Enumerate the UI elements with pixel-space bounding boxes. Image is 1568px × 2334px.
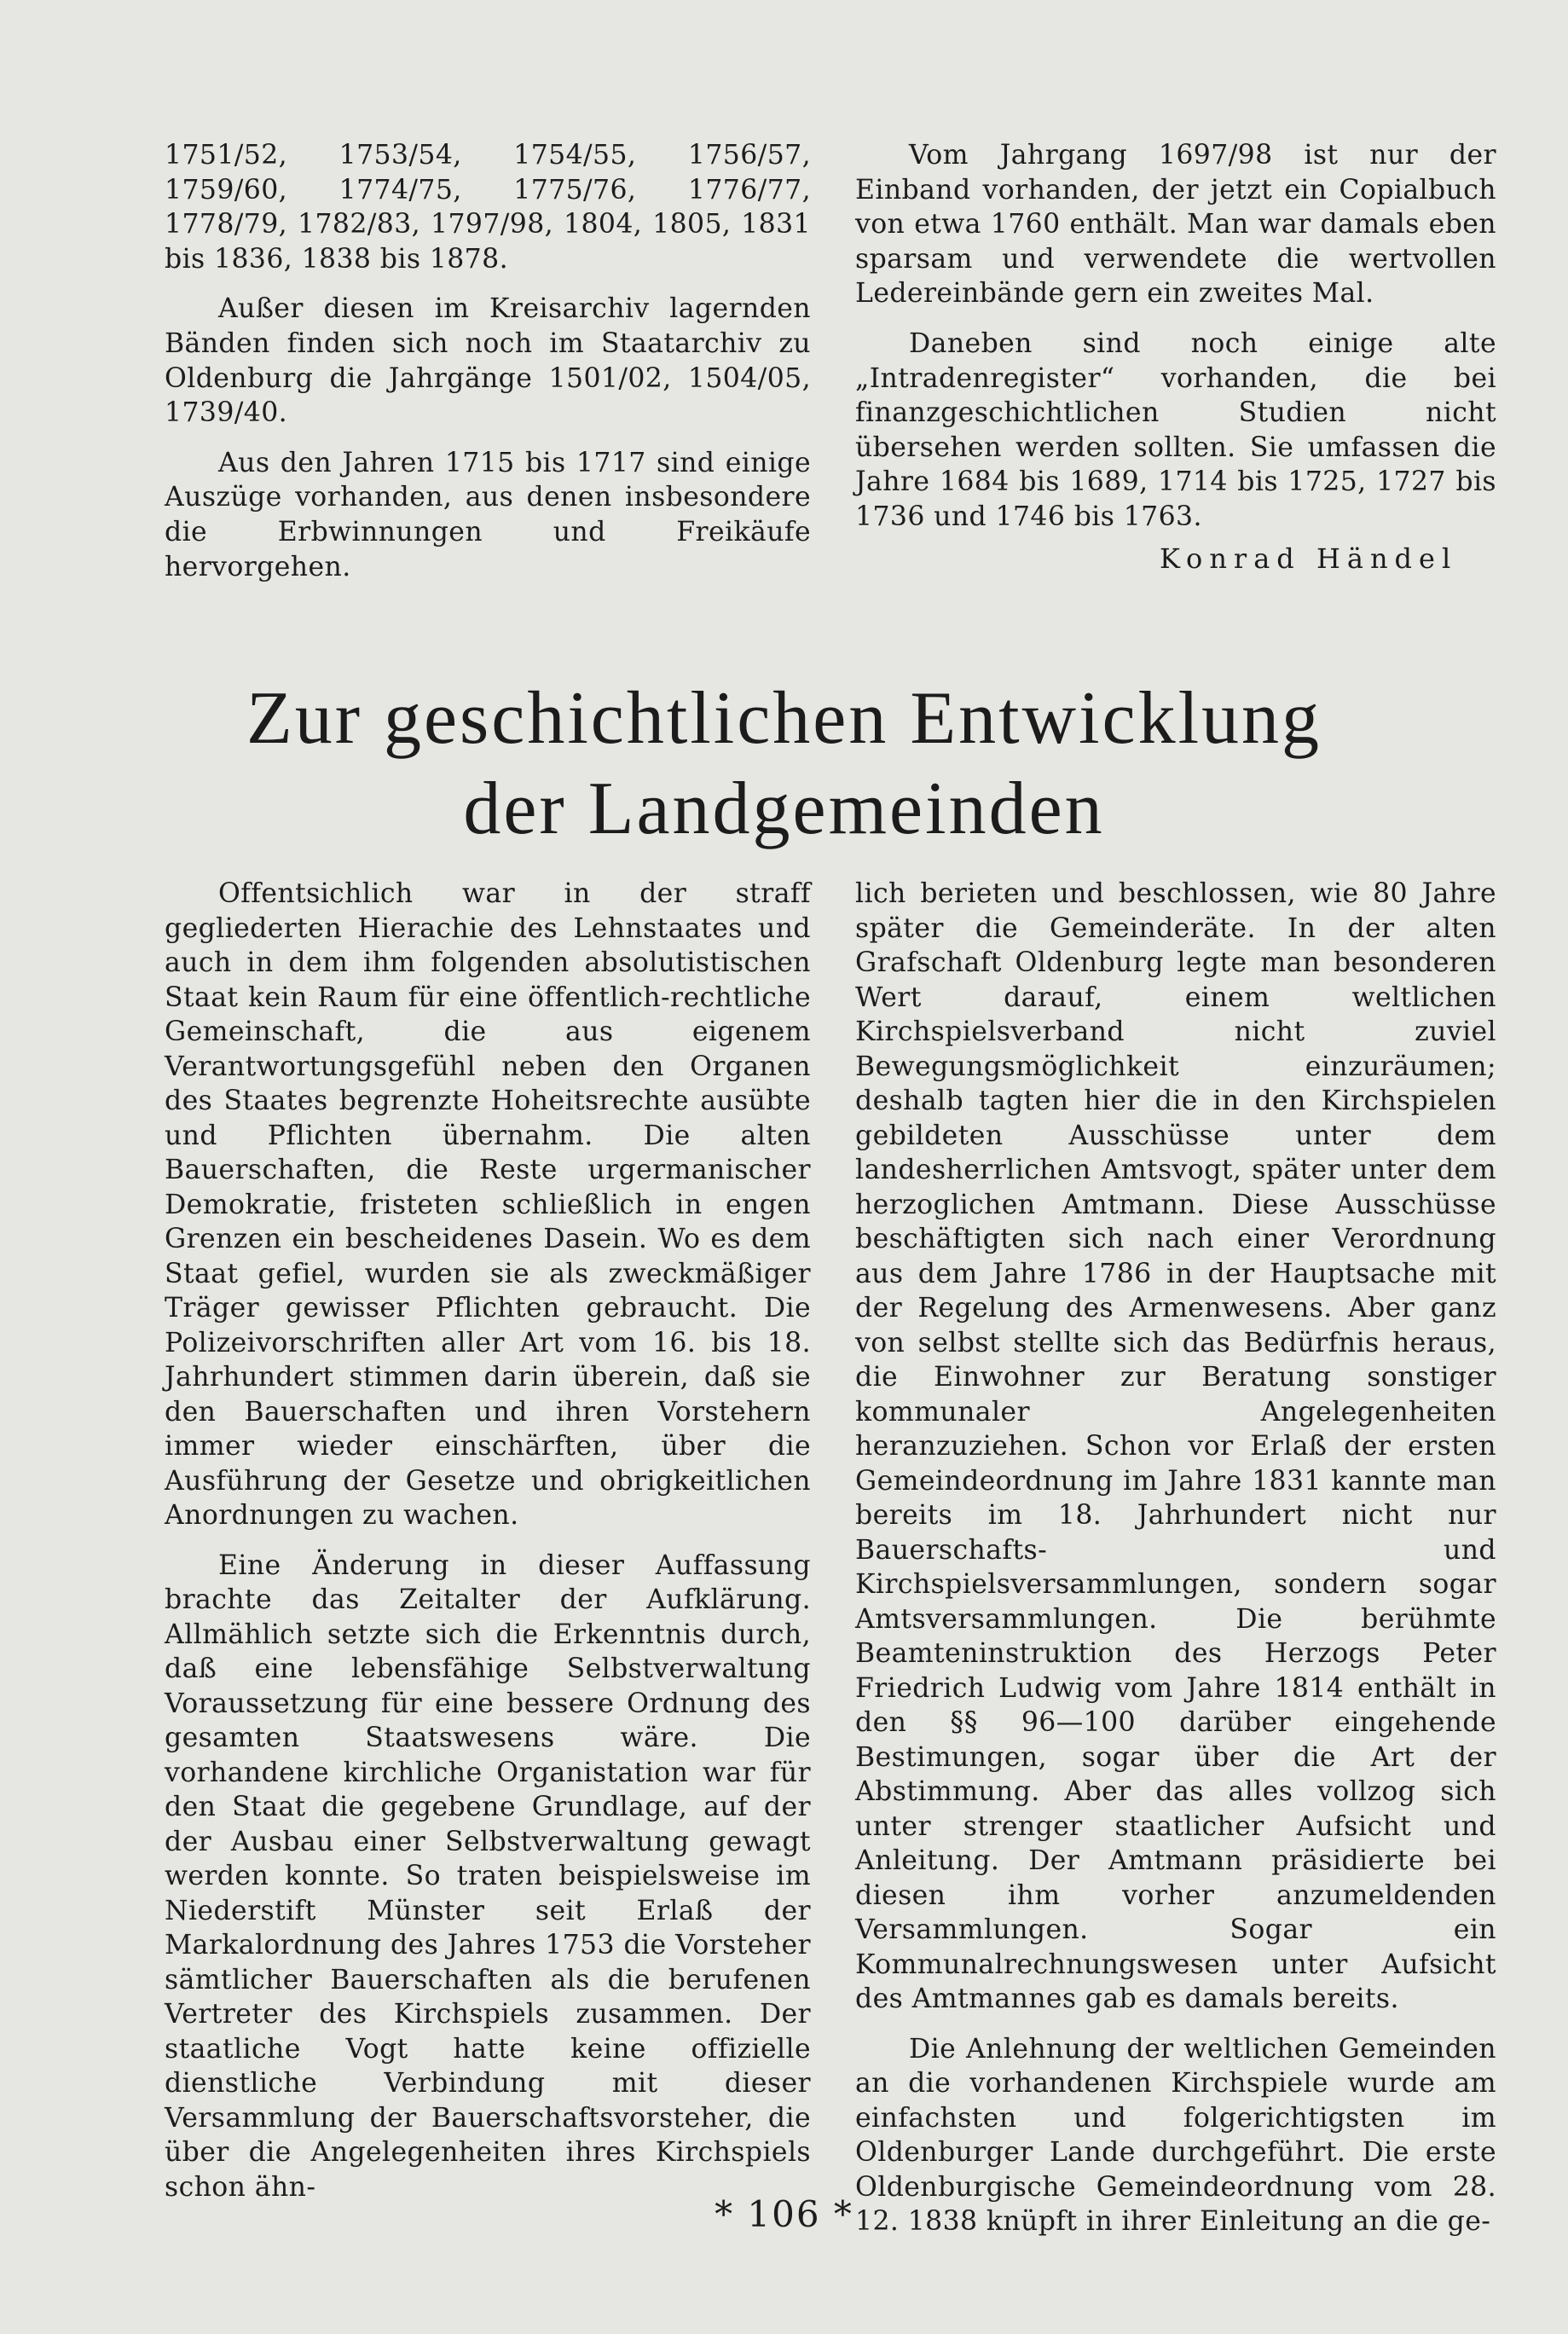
article-paragraph: Die Anlehnung der weltlichen Gemeinden an die vorhandenen Kirchspiele wurde am einfachsten und folgerichtigsten im Oldenburger Lande durchgeführt. Die erste Oldenburgische Gemeindeordnung vom 28. 12. 1838 knüpft in ihrer Einleitung an die ge- (855, 2033, 1496, 2237)
page-number: * 106 * (715, 2193, 853, 2235)
article-paragraph: Eine Änderung in dieser Auffassung brachte das Zeitalter der Aufklärung. Allmählich setzte sich die Erkenntnis durch, daß eine lebensfähige Selbstverwaltung Voraussetzung für eine bessere Ordnung des gesamten Staatswesens wäre. Die vorhandene kirchliche Organistation war für den Staat die gegebene Grundlage, auf der der Ausbau einer Selbstverwaltung gewagt werden konnte. So traten beispielsweise im Niederstift Münster seit Erlaß der Markalordnung des Jahres 1753 die Vorsteher sämtlicher Bauerschaften als die berufenen Vertreter des Kirchspiels zusammen. Der staatliche Vogt hatte keine offizielle dienstliche Verbindung mit dieser Versammlung der Bauerschaftsvorsteher, die über die Angelegenheiten ihres Kirchspiels schon ähn- (165, 1549, 811, 2203)
article-title-line-1: Zur geschichtlichen Entwicklung (246, 677, 1322, 760)
article-paragraph: Offentsichlich war in der straff gegliederten Hierachie des Lehnstaates und auch in dem ihm folgenden absolutistischen Staat kein Raum für eine öffentlich-rechtliche Gemeinschaft, die aus eigenem Verantwortungsgefühl neben den Organen des Staates begrenzte Hoheitsrechte ausübte und Pflichten übernahm. Die alten Bauerschaften, die Reste urgermanischer Demokratie, fristeten schließlich in engen Grenzen ein bescheidenes Dasein. Wo es dem Staat gefiel, wurden sie als zweckmäßiger Träger gewisser Pflichten gebraucht. Die Polizeivorschriften aller Art vom 16. bis 18. Jahrhundert stimmen darin überein, daß sie den Bauerschaften und ihren Vorstehern immer wieder einschärften, über die Ausführung der Gesetze und obrigkeitlichen Anordnungen zu wachen. (165, 878, 811, 1531)
article-left-column (165, 877, 811, 2220)
auszuege-paragraph: Aus den Jahren 1715 bis 1717 sind einige Auszüge vorhanden, aus denen insbesondere die Erbwinnungen und Freikäufe hervorgehen. (165, 447, 811, 582)
article-title (0, 674, 1568, 854)
year-list-paragraph: 1751/52, 1753/54, 1754/55, 1756/57, 1759/60, 1774/75, 1775/76, 1776/77, 1778/79, 1782/83, 1797/98, 1804, 1805, 1831 bis 1836, 1838 bis 1878. (165, 140, 811, 275)
einband-paragraph: Vom Jahrgang 1697/98 ist nur der Einband vorhanden, der jetzt ein Copialbuch von etwa 1760 enthält. Man war damals eben sparsam und verwendete die wertvollen Ledereinbände gern ein zweites Mal. (855, 140, 1496, 310)
intradenregister-paragraph: Daneben sind noch einige alte „Intradenregister“ vorhanden, die bei finanzgeschichtlichen Studien nicht übersehen werden sollten. Sie umfassen die Jahre 1684 bis 1689, 1714 bis 1725, 1727 bis 1736 und 1746 bis 1763. (855, 327, 1496, 532)
article-paragraph: lich berieten und beschlossen, wie 80 Jahre später die Gemeinderäte. In der alten Grafschaft Oldenburg legte man besonderen Wert darauf, einem weltlichen Kirchspielsverband nicht zuviel Bewegungsmöglichkeit einzuräumen; deshalb tagten hier die in den Kirchspielen gebildeten Ausschüsse unter dem landesherrlichen Amtsvogt, später unter dem herzoglichen Amtmann. Diese Ausschüsse beschäftigten sich nach einer Verordnung aus dem Jahre 1786 in der Hauptsache mit der Regelung des Armenwesens. Aber ganz von selbst stellte sich das Bedürfnis heraus, die Einwohner zur Beratung sonstiger kommunaler Angelegenheiten heranzuziehen. Schon vor Erlaß der ersten Gemeindeordnung im Jahre 1831 kannte man bereits im 18. Jahrhundert nicht nur Bauerschafts- und Kirchspielsversammlungen, sondern sogar Amtsversammlungen. Die berühmte Beamteninstruktion des Herzogs Peter Friedrich Ludwig vom Jahre 1814 enthält in den §§ 96—100 darüber eingehende Bestimungen, sogar über die Art der Abstimmung. Aber das alles vollzog sich unter strenger staatlicher Aufsicht und Anleitung. Der Amtmann präsidierte bei diesen ihm vorher anzumeldenden Versammlungen. Sogar ein Kommunalrechnungswesen unter Aufsicht des Amtmannes gab es damals bereits. (855, 878, 1496, 2014)
top-left-column (165, 138, 811, 599)
top-right-column (855, 138, 1496, 550)
kreisarchiv-paragraph: Außer diesen im Kreisarchiv lagernden Bänden finden sich noch im Staatarchiv zu Oldenburg die Jahrgänge 1501/02, 1504/05, 1739/40. (165, 293, 811, 429)
article-title-line-2: der Landgemeinden (463, 767, 1105, 850)
article-right-column (855, 877, 1496, 2255)
author-signature: Konrad Händel (1160, 542, 1458, 575)
